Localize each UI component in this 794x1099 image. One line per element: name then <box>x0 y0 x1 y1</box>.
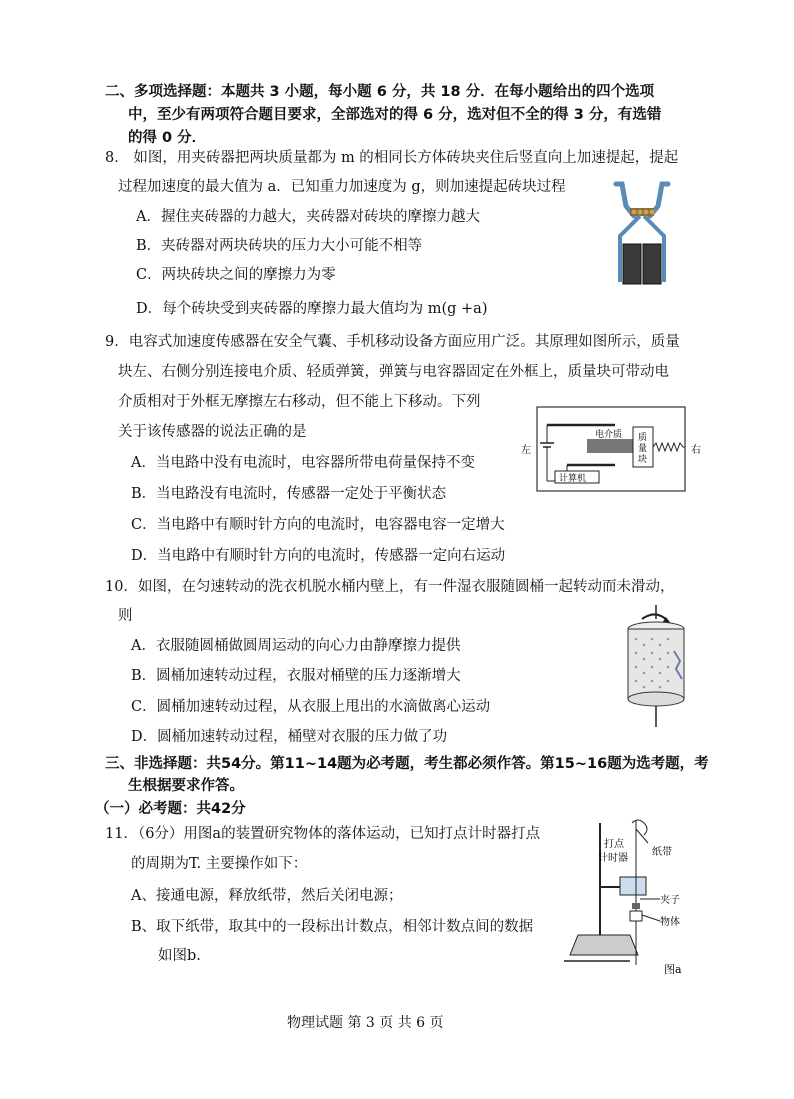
dielectric <box>587 439 633 453</box>
q8-option-c: C．两块砖块之间的摩擦力为零 <box>136 267 336 283</box>
page-footer: 物理试题 第 3 页 共 6 页 <box>287 1015 444 1031</box>
mass-label-2: 量 <box>638 444 648 454</box>
stand-base <box>570 935 638 955</box>
q9-stem-line1: 9．电容式加速度传感器在安全气囊、手机移动设备方面应用广泛。其原理如图所示，质量 <box>105 334 680 350</box>
q11-stem-line2: 的周期为T. 主要操作如下： <box>131 856 308 872</box>
mass-label-1: 质 <box>638 433 648 443</box>
section-2-heading-line1: 二、多项选择题：本题共 3 小题，每小题 6 分，共 18 分．在每小题给出的四个选项 <box>105 84 655 100</box>
q10-stem-line1: 10．如图，在匀速转动的洗衣机脱水桶内壁上，有一件湿衣服随圆桶一起转动而未滑动， <box>105 579 675 595</box>
falling-object <box>630 911 642 921</box>
brick-left <box>623 244 641 284</box>
q9-stem-line4: 关于该传感器的说法正确的是 <box>118 424 307 440</box>
accelerometer-figure <box>515 405 715 493</box>
q10-option-c: C．圆桶加速转动过程，从衣服上甩出的水滴做离心运动 <box>131 699 491 715</box>
label-left: 左 <box>521 445 531 456</box>
ticker-timer-figure <box>560 815 700 980</box>
clip-label: 夹子 <box>660 895 680 906</box>
q8-option-a: A．握住夹砖器的力越大，夹砖器对砖块的摩擦力越大 <box>136 209 480 225</box>
q11-step-b-line1: B、取下纸带，取其中的一段标出计数点，相邻计数点间的数据 <box>131 919 534 935</box>
q8-option-b: B．夹砖器对两块砖块的压力大小可能不相等 <box>136 238 423 254</box>
q9-option-c: C．当电路中有顺时针方向的电流时，电容器电容一定增大 <box>131 517 505 533</box>
q10-option-d: D．圆桶加速转动过程，桶壁对衣服的压力做了功 <box>131 729 448 745</box>
timer-label-1: 打点 <box>604 839 624 850</box>
timer-box <box>620 877 646 895</box>
q10-option-b: B．圆桶加速转动过程，衣服对桶壁的压力逐渐增大 <box>131 668 461 684</box>
q9-stem-line3: 介质相对于外框无摩擦左右移动，但不能上下移动。下列 <box>118 394 481 410</box>
tape-label: 纸带 <box>652 847 672 858</box>
q11-step-b-line2: 如图b. <box>158 948 201 964</box>
object-label: 物体 <box>660 917 680 928</box>
spring <box>653 443 685 451</box>
q10-stem-line2: 则 <box>118 608 133 624</box>
q8-stem-line1: 8． 如图，用夹砖器把两块质量都为 m 的相同长方体砖块夹住后竖直向上加速提起，提起 <box>105 150 679 166</box>
drum-bottom <box>628 692 684 706</box>
figure-a-caption: 图a <box>664 963 682 976</box>
section-3-heading-line1: 三、非选择题：共54分。第11~14题为必考题，考生都必须作答。第15~16题为选考题，考 <box>105 756 709 772</box>
timer-label-2: 计时器 <box>598 853 628 864</box>
section-2-heading-line3: 的得 0 分． <box>128 130 207 146</box>
label-right: 右 <box>691 445 701 456</box>
q8-option-d: D．每个砖块受到夹砖器的摩擦力最大值均为 m(g +a) <box>136 301 488 317</box>
section-2-heading-line2: 中，至少有两项符合题目要求，全部选对的得 6 分，选对但不全的得 3 分，有选错 <box>128 107 662 123</box>
q11-step-a: A、接通电源，释放纸带，然后关闭电源； <box>131 888 403 904</box>
q10-option-a: A．衣服随圆桶做圆周运动的向心力由静摩擦力提供 <box>131 638 461 654</box>
brick-right <box>643 244 661 284</box>
q9-option-a: A．当电路中没有电流时，电容器所带电荷量保持不变 <box>131 455 475 471</box>
mass-label-3: 块 <box>638 455 648 465</box>
q9-option-b: B．当电路没有电流时，传感器一定处于平衡状态 <box>131 486 447 502</box>
q8-stem-line2: 过程加速度的最大值为 a．已知重力加速度为 g，则加速提起砖块过程 <box>118 179 566 195</box>
section-3-subheading: （一）必考题：共42分 <box>95 801 246 817</box>
section-3-heading-line2: 生根据要求作答。 <box>128 778 244 794</box>
dielectric-label: 电介质 <box>595 430 623 440</box>
brick-clamp-figure <box>610 178 674 288</box>
q11-stem-line1: 11．（6分）用图a的装置研究物体的落体运动，已知打点计时器打点 <box>105 826 541 842</box>
q9-stem-line2: 块左、右侧分别连接电介质、轻质弹簧，弹簧与电容器固定在外框上，质量块可带动电 <box>118 364 669 380</box>
q9-option-d: D．当电路中有顺时针方向的电流时，传感器一定向右运动 <box>131 548 506 564</box>
washing-drum-figure <box>620 605 692 727</box>
computer-label: 计算机 <box>559 474 587 484</box>
